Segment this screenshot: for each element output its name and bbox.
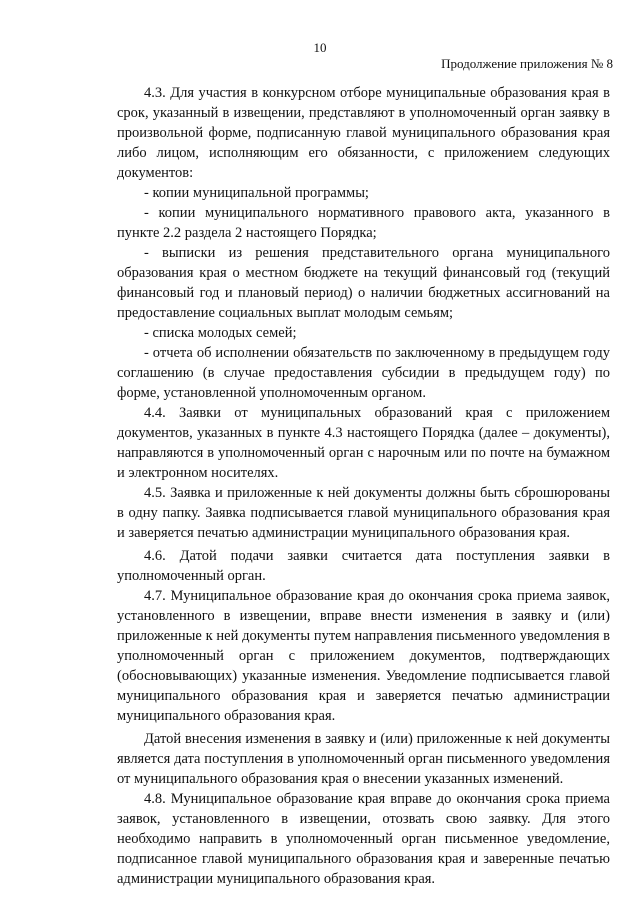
document-body (117, 83, 610, 889)
paragraph-4-8: 4.8. Муниципальное образование края вправе до окончания срока приема заявок, установленного в извещении, отозвать свою заявку. Для этого необходимо направить в уполномоченный орган письменное уведомление, подписанное главой муниципального образования края и заверенные печатью администрации муниципального образования края. (117, 791, 610, 887)
paragraph-4-5: 4.5. Заявка и приложенные к ней документы должны быть сброшюрованы в одну папку. Заявка подписывается главой муниципального образования края и заверяется печатью администрации муниципального образования края. (117, 485, 610, 541)
list-item-normative-act-copy: - копии муниципального нормативного правового акта, указанного в пункте 2.2 раздела 2 настоящего Порядка; (117, 205, 610, 241)
paragraph-change-date: Датой внесения изменения в заявку и (или) приложенные к ней документы является дата поступления в уполномоченный орган письменного уведомления от муниципального образования края о внесении указанных изменений. (117, 731, 610, 787)
paragraph-4-4: 4.4. Заявки от муниципальных образований края с приложением документов, указанных в пункте 4.3 настоящего Порядка (далее – документы), направляются в уполномоченный орган с нарочным или по почте на бумажном и электронном носителях. (117, 405, 610, 481)
list-item-young-families-list: - списка молодых семей; (144, 325, 297, 341)
list-item-obligations-report: - отчета об исполнении обязательств по заключенному в предыдущем году соглашению (в случае предоставления субсидии в предыдущем году) по форме, установленной уполномоченным органом. (117, 345, 610, 401)
appendix-continuation-note: Продолжение приложения № 8 (441, 56, 613, 71)
paragraph-4-6: 4.6. Датой подачи заявки считается дата поступления заявки в уполномоченный орган. (117, 548, 610, 584)
list-item-budget-extract: - выписки из решения представительного органа муниципального образования края о местном бюджете на текущий финансовый год (текущий финансовый год и плановый период) о наличии бюджетных ассигнований на предоставление социальных выплат молодым семьям; (117, 245, 610, 321)
page-number: 10 (313, 40, 327, 55)
list-item-program-copy: - копии муниципальной программы; (144, 185, 369, 201)
paragraph-4-7: 4.7. Муниципальное образование края до окончания срока приема заявок, установленного в извещении, вправе внести изменения в заявку и (или) приложенные к ней документы путем направления письменного уведомления в уполномоченный орган с приложением документов, подтверждающих (обосновывающих) указанные изменения. Уведомление подписывается главой муниципального образования края и заверяется печатью администрации муниципального образования края. (117, 588, 610, 724)
paragraph-4-3: 4.3. Для участия в конкурсном отборе муниципальные образования края в срок, указанный в извещении, представляют в уполномоченный орган заявку в произвольной форме, подписанную главой муниципального образования края либо лицом, исполняющим его обязанности, с приложением следующих документов: (117, 85, 610, 181)
